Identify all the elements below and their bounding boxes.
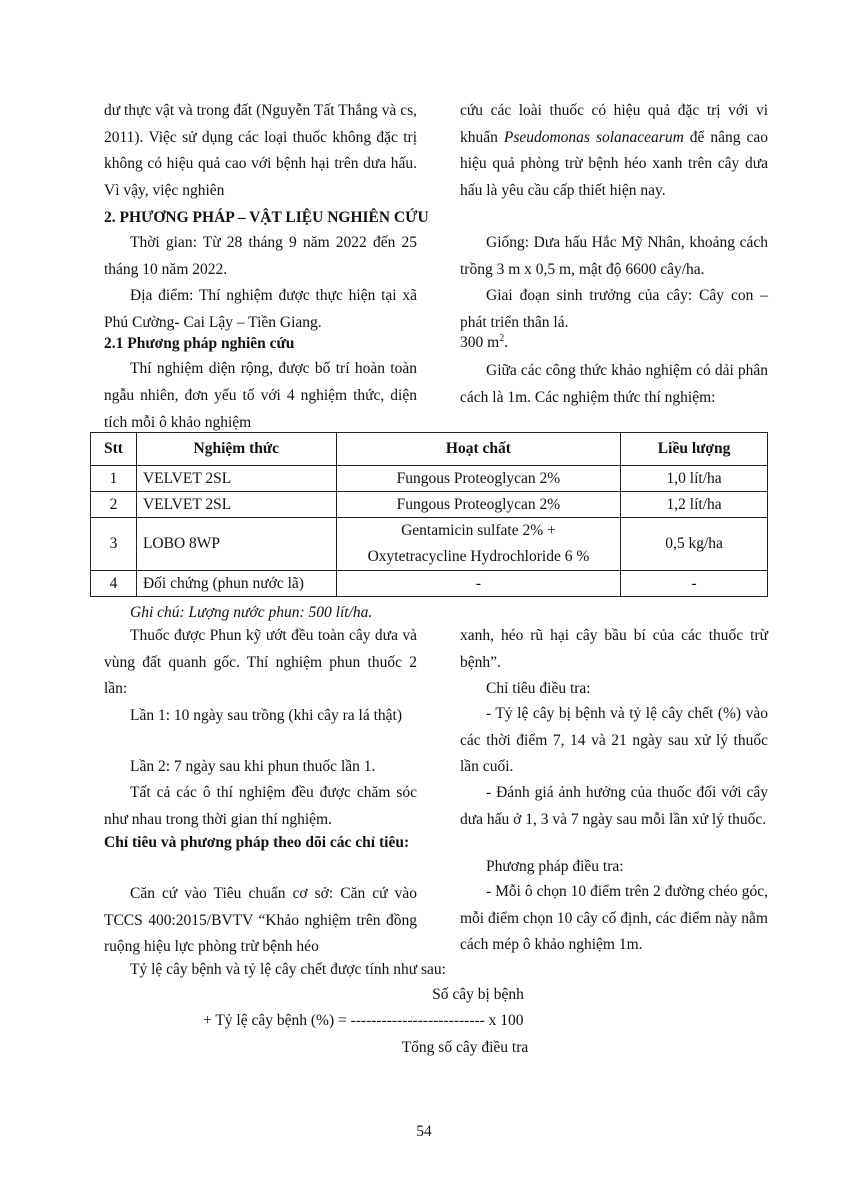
cell-active: Fungous Proteoglycan 2%: [336, 466, 621, 492]
header-treatment: Nghiệm thức: [136, 433, 336, 466]
formula-intro: Tỷ lệ cây bệnh và tỷ lệ cây chết được tính như sau:: [130, 961, 446, 978]
cell-dose: 0,5 kg/ha: [621, 518, 768, 571]
cell-stt: 2: [91, 492, 137, 518]
standard-paragraph: Căn cứ vào Tiêu chuẩn cơ sở: Căn cứ vào TCCS 400:2015/BVTV “Khảo nghiệm trên đồng ruộng hiệu lực phòng trừ bệnh héo: [104, 885, 417, 955]
table-row: [91, 492, 768, 518]
cell-stt: 4: [91, 571, 137, 597]
subsection-heading: 2.1 Phương pháp nghiên cứu: [104, 335, 295, 352]
method-item-1: - Mỗi ô chọn 10 điểm trên 2 đường chéo góc, mỗi điểm chọn 10 cây cố định, các điểm này nằm cách mép ô khảo nghiệm 1m.: [460, 883, 768, 953]
cell-active: Fungous Proteoglycan 2%: [336, 492, 621, 518]
care-paragraph: Tất cả các ô thí nghiệm đều được chăm sóc như nhau trong thời gian thí nghiệm.: [104, 784, 417, 828]
time-paragraph: Thời gian: Từ 28 tháng 9 năm 2022 đến 25 tháng 10 năm 2022.: [104, 234, 417, 278]
area-value: 300 m: [460, 334, 500, 351]
intro-right-post: để nâng cao hiệu quả phòng trừ bệnh héo xanh trên cây dưa hấu là yêu cầu cấp thiết hiện nay.: [460, 128, 768, 199]
table-row: [91, 571, 768, 597]
cell-active-line1: Gentamicin sulfate 2% +: [401, 522, 556, 539]
intro-right: [460, 98, 768, 204]
stage-paragraph: Giai đoạn sinh trưởng của cây: Cây con – phát triển thân lá.: [460, 287, 768, 331]
cell-dose: 1,2 lít/ha: [621, 492, 768, 518]
cell-treatment: VELVET 2SL: [136, 492, 336, 518]
cell-dose: 1,0 lít/ha: [621, 466, 768, 492]
cell-treatment: LOBO 8WP: [136, 518, 336, 571]
intro-left: dư thực vật và trong đất (Nguyễn Tất Thắng và cs, 2011). Việc sử dụng các loại thuốc không đặc trị không có hiệu quả cao với bệnh hại trên dưa hấu. Vì vậy, việc nghiên: [104, 102, 417, 199]
cell-stt: 1: [91, 466, 137, 492]
cell-active-line2: Oxytetracycline Hydrochloride 6 %: [367, 548, 590, 565]
table-row: [91, 518, 768, 571]
spray-paragraph: Thuốc được Phun kỹ ướt đều toàn cây dưa và vùng đất quanh gốc. Thí nghiệm phun thuốc 2 lần:: [104, 627, 417, 697]
header-stt: Stt: [91, 433, 137, 466]
cell-treatment: VELVET 2SL: [136, 466, 336, 492]
cell-active: [336, 518, 621, 571]
page-number: 54: [416, 1123, 432, 1140]
cell-treatment: Đối chứng (phun nước lã): [136, 571, 336, 597]
survey-label: Chỉ tiêu điều tra:: [486, 680, 591, 697]
area-end: .: [504, 334, 509, 351]
first-spray: Lần 1: 10 ngày sau trồng (khi cây ra lá thật): [130, 707, 403, 724]
table-note: Ghi chú: Lượng nước phun: 500 lít/ha.: [130, 604, 373, 621]
second-spray: Lần 2: 7 ngày sau khi phun thuốc lần 1.: [130, 758, 376, 775]
section-heading: 2. PHƯƠNG PHÁP – VẬT LIỆU NGHIÊN CỨU: [104, 209, 429, 226]
separation-paragraph: Giữa các công thức khảo nghiệm có dải phân cách là 1m. Các nghiệm thức thí nghiệm:: [460, 362, 768, 406]
survey-item-1: - Tỷ lệ cây bị bệnh và tỷ lệ cây chết (%) vào các thời điểm 7, 14 và 21 ngày sau xử lý thuốc lần cuối.: [460, 705, 768, 775]
survey-item-2: - Đánh giá ảnh hưởng của thuốc đối với cây dưa hấu ở 1, 3 và 7 ngày sau mỗi lần xử lý thuốc.: [460, 784, 768, 828]
table-row: [91, 466, 768, 492]
area-sup: 2: [499, 332, 505, 344]
formula-numerator: Số cây bị bệnh: [432, 986, 524, 1003]
treatment-table: [90, 432, 768, 597]
header-active: Hoạt chất: [336, 433, 621, 466]
formula-denominator: Tổng số cây điều tra: [401, 1039, 529, 1056]
area-paragraph: [460, 330, 768, 357]
cell-active: -: [336, 571, 621, 597]
header-dose: Liều lượng: [621, 433, 768, 466]
formula-line: + Tỷ lệ cây bệnh (%) = -------------------------- x 100: [203, 1012, 524, 1029]
intro-right-italic: Pseudomonas solanacearum: [503, 128, 684, 146]
cell-stt: 3: [91, 518, 137, 571]
place-paragraph: Địa điểm: Thí nghiệm được thực hiện tại xã Phú Cường- Cai Lậy – Tiền Giang.: [104, 287, 417, 331]
method-left: Thí nghiệm diện rộng, được bố trí hoàn toàn ngẫu nhiên, đơn yếu tố với 4 nghiệm thức, diện tích mỗi ô khảo nghiệm: [104, 360, 417, 431]
variety-paragraph: Giống: Dưa hấu Hắc Mỹ Nhân, khoảng cách trồng 3 m x 0,5 m, mật độ 6600 cây/ha.: [460, 234, 768, 278]
indicators-heading: Chỉ tiêu và phương pháp theo dõi các chỉ tiêu:: [104, 834, 410, 851]
intro-right-pre: cứu các loài thuốc có hiệu quả đặc trị với vi khuẩn: [460, 102, 768, 146]
cell-dose: -: [621, 571, 768, 597]
table-header-row: [91, 433, 768, 466]
method-label: Phương pháp điều tra:: [486, 858, 624, 875]
standard-continued: xanh, héo rũ hại cây bầu bí của các thuốc trừ bệnh”.: [460, 627, 768, 671]
